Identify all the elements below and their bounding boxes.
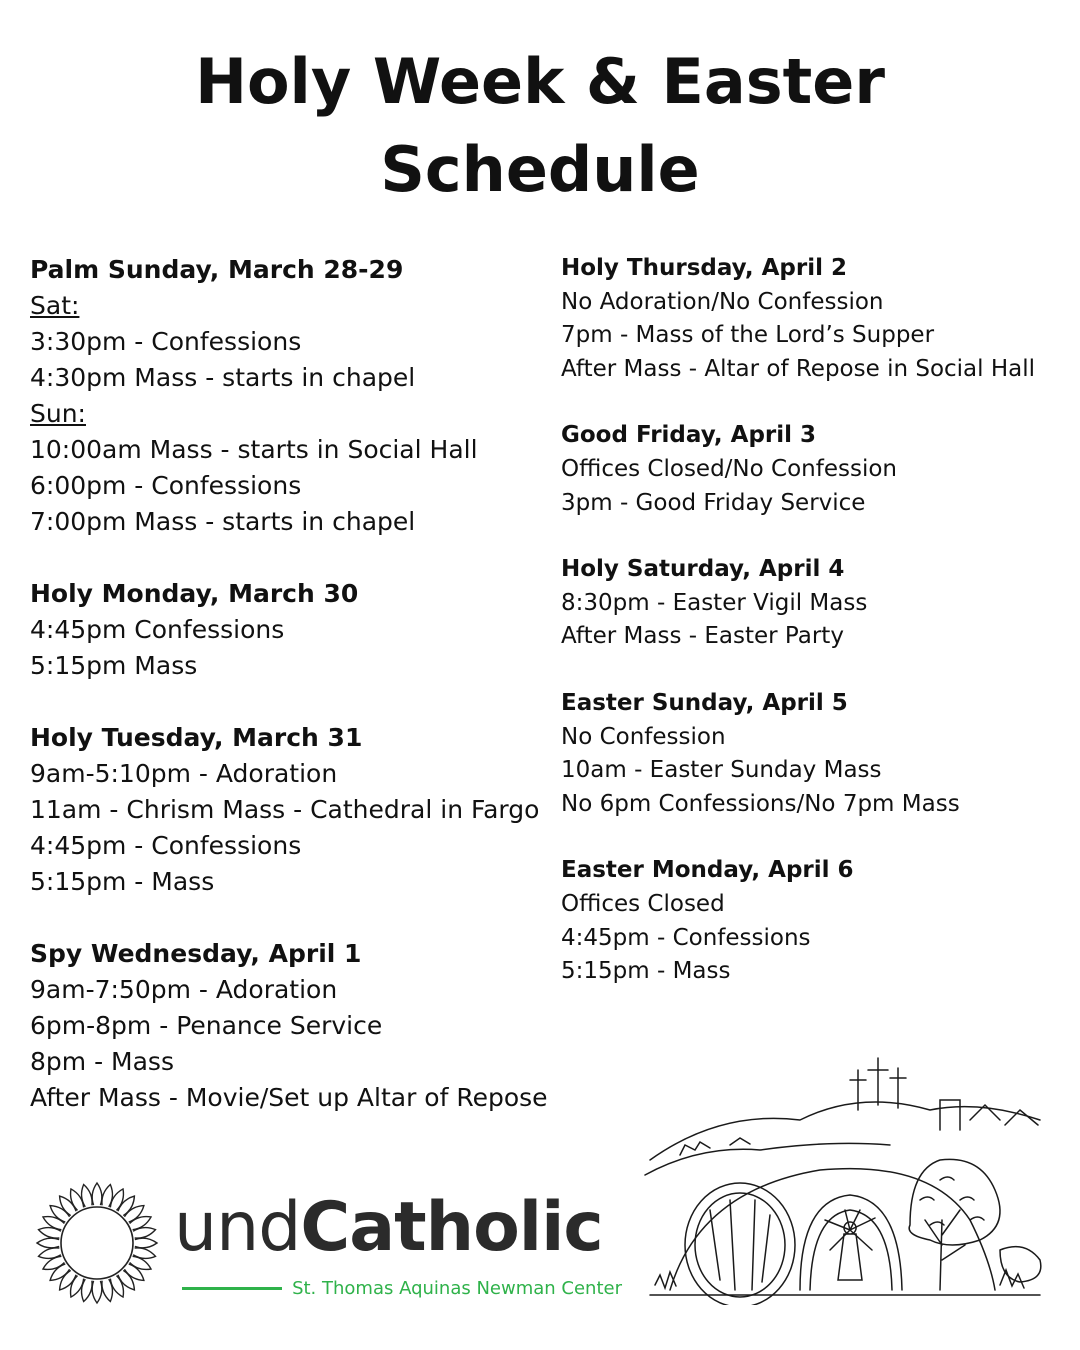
schedule-day bbox=[30, 720, 550, 900]
sun-ray bbox=[50, 1206, 69, 1222]
sun-ray bbox=[60, 1270, 76, 1289]
schedule-item: 8pm - Mass bbox=[30, 1047, 174, 1076]
sun-ray bbox=[92, 1281, 102, 1303]
logo-text-bold: Catholic bbox=[300, 1188, 603, 1267]
title-line-1: Holy Week & Easter bbox=[195, 45, 885, 118]
day-heading: Holy Monday, March 30 bbox=[30, 579, 359, 608]
sun-ray bbox=[37, 1238, 59, 1248]
logo-text-light: und bbox=[174, 1188, 301, 1267]
schedule-item: 11am - Chrism Mass - Cathedral in Fargo bbox=[30, 795, 540, 824]
schedule-item: After Mass - Easter Party bbox=[561, 623, 844, 650]
sun-ray bbox=[92, 1183, 102, 1205]
schedule-item: 4:45pm Confessions bbox=[30, 615, 285, 644]
logo-rule bbox=[182, 1287, 282, 1290]
schedule-item: 4:30pm Mass - starts in chapel bbox=[30, 363, 416, 392]
schedule-item: 7pm - Mass of the Lord’s Supper bbox=[561, 322, 935, 349]
schedule-day bbox=[561, 252, 1061, 386]
day-heading: Palm Sunday, March 28-29 bbox=[30, 255, 404, 284]
logo-subtitle bbox=[182, 1276, 622, 1300]
schedule-item: 5:15pm Mass bbox=[30, 651, 198, 680]
day-heading: Holy Saturday, April 4 bbox=[561, 556, 845, 583]
day-heading: Easter Monday, April 6 bbox=[561, 857, 854, 884]
schedule-item: 6:00pm - Confessions bbox=[30, 471, 302, 500]
schedule-day bbox=[561, 687, 1061, 821]
empty-tomb-illustration bbox=[640, 1050, 1050, 1305]
day-heading: Holy Tuesday, March 31 bbox=[30, 723, 363, 752]
schedule-item: 9am-7:50pm - Adoration bbox=[30, 975, 338, 1004]
schedule-item: 4:45pm - Confessions bbox=[30, 831, 302, 860]
day-heading: Easter Sunday, April 5 bbox=[561, 689, 848, 716]
schedule-item: 10:00am Mass - starts in Social Hall bbox=[30, 435, 478, 464]
schedule-day bbox=[561, 553, 1061, 654]
day-heading: Good Friday, April 3 bbox=[561, 422, 817, 449]
day-heading: Spy Wednesday, April 1 bbox=[30, 939, 362, 968]
schedule-item: After Mass - Movie/Set up Altar of Repose bbox=[30, 1083, 548, 1112]
title-line-2: Schedule bbox=[380, 133, 700, 206]
sun-ray bbox=[135, 1238, 157, 1248]
schedule-item: No Confession bbox=[561, 723, 726, 750]
sun-icon bbox=[34, 1180, 160, 1306]
sun-ray bbox=[124, 1264, 143, 1280]
page-title bbox=[0, 38, 1080, 214]
schedule-item: Offices Closed/No Confession bbox=[561, 455, 897, 482]
schedule-item: 3:30pm - Confessions bbox=[30, 327, 302, 356]
schedule-item: Offices Closed bbox=[561, 890, 725, 917]
sun-ray bbox=[82, 1185, 93, 1207]
schedule-item: 5:15pm - Mass bbox=[561, 958, 731, 985]
sun-ray bbox=[39, 1248, 61, 1259]
schedule-item: 4:45pm - Confessions bbox=[561, 924, 811, 951]
day-subheading: Sat: bbox=[30, 291, 80, 320]
day-heading: Holy Thursday, April 2 bbox=[561, 255, 848, 281]
sun-ray bbox=[102, 1279, 113, 1301]
schedule-day bbox=[30, 576, 550, 684]
schedule-item: 6pm-8pm - Penance Service bbox=[30, 1011, 383, 1040]
schedule-item: 9am-5:10pm - Adoration bbox=[30, 759, 338, 788]
schedule-item: 5:15pm - Mass bbox=[30, 867, 215, 896]
schedule-item: No 6pm Confessions/No 7pm Mass bbox=[561, 790, 960, 817]
sun-ray bbox=[118, 1196, 134, 1215]
schedule-item: 8:30pm - Easter Vigil Mass bbox=[561, 589, 868, 616]
logo-wordmark bbox=[174, 1188, 603, 1268]
schedule-day bbox=[561, 854, 1061, 988]
schedule-left-column bbox=[30, 252, 550, 1152]
schedule-item: After Mass - Altar of Repose in Social Hall bbox=[561, 355, 1036, 382]
schedule-item: 7:00pm Mass - starts in chapel bbox=[30, 507, 416, 536]
schedule-item: No Adoration/No Confession bbox=[561, 288, 884, 315]
logo-subtitle-text: St. Thomas Aquinas Newman Center bbox=[292, 1277, 622, 1299]
sun-ray bbox=[133, 1228, 155, 1239]
schedule-right-column bbox=[561, 252, 1061, 1022]
day-subheading: Sun: bbox=[30, 399, 86, 428]
schedule-day bbox=[30, 936, 550, 1116]
schedule-item: 3pm - Good Friday Service bbox=[561, 489, 866, 516]
schedule-day bbox=[561, 419, 1061, 520]
schedule-item: 10am - Easter Sunday Mass bbox=[561, 757, 882, 784]
schedule-day bbox=[30, 252, 550, 540]
